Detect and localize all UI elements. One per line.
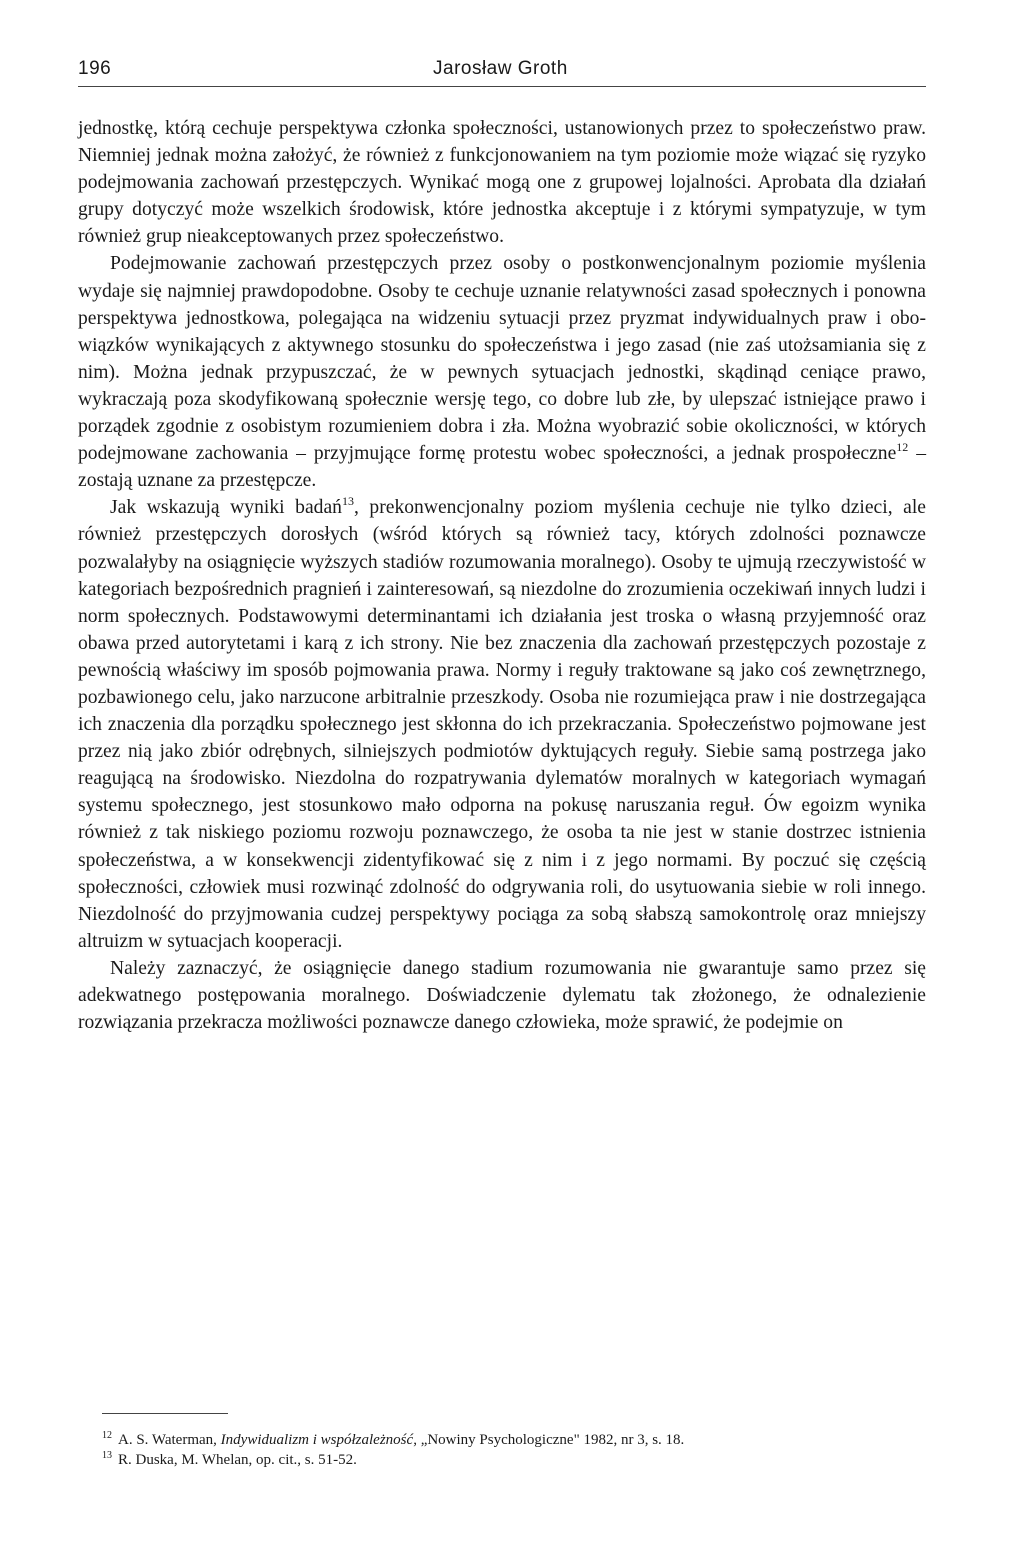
footnote-text: R. Duska, M. Whelan, op. cit., s. 51-52. — [118, 1452, 357, 1468]
paragraph-3-text-end: , prekonwencjonalny poziom myślenia cechuje nie tylko dzieci, ale również przestępczych dorosłych (wśród których są również tacy, których zdolności poznawcze pozwalałyby na osiągnięcie wyższych stadiów rozumowania moralnego). Osoby te ujmują rzeczywistość w kategoriach bezpośrednich pragnień i zainteresowań, są niezdolne do zrozumienia oczekiwań innych ludzi i norm społecznych. Podstawowymi determinantami ich działania jest troska o własną przyjemność oraz obawa przed autorytetami i karą z ich strony. Nie bez znaczenia dla zachowań przestępczych pozostaje z pewnością właściwy im sposób pojmowania prawa. Normy i reguły traktowane są jako coś zewnętrznego, pozbawionego celu, jako narzucone arbitralnie przeszkody. Osoba nie rozumiejąca praw i nie dostrzegająca ich znaczenia dla porządku społecznego jest skłonna do ich przekraczania. Społeczeństwo pojmowane jest przez nią jako zbiór odrębnych, silniejszych podmiotów dyktujących reguły. Siebie samą postrzega jako reagującą na środowisko. Niezdolna do rozpatrywania dylematów moralnych w kategoriach wymagań systemu społecznego, jest stosunkowo mało odporna na pokusę naruszania reguł. Ów egoizm wynika również z tak niskiego poziomu rozwoju poznawczego, że osoba ta nie jest w stanie dostrzec istnienia społeczeństwa, a w konsekwencji zidentyfikować się z nim i z jego normami. By poczuć się częścią społeczności, człowiek musi rozwinąć zdolność do odgrywania roli, do usytuowania siebie w roli innego. Niezdolność do przyjmowania cudzej perspektywy pociąga za sobą słabszą samokontrolę oraz mniejszy altruizm w sytuacjach kooperacji. — [78, 497, 926, 952]
paragraph-4: Należy zaznaczyć, że osiągnięcie danego stadium rozumowania nie gwarantuje samo przez się adekwatnego postępowania moralnego. Doświadczenie dylematu tak złożonego, że odnalezienie rozwiązania przekracza możliwości poznawcze danego człowieka, może sprawić, że podejmie on — [78, 957, 926, 1034]
footnote-ref-12[interactable]: 12 — [896, 440, 909, 455]
footnote-divider — [102, 1413, 228, 1414]
paragraph-2-text: Podejmowanie zachowań przestępczych przez osoby o postkonwencjonalnym poziomie myślenia wydaje się najmniej prawdopodobne. Osoby te cechuje uznanie relatywności zasad społecznych i ponowna perspektywa jednostkowa, polegająca na widzeniu sytuacji przez pryzmat indywidualnych praw i obowiązków wynikających z aktywnego stosunku do społeczeństwa i jego zasad (nie zaś utożsamiania się z nim). Można jednak przypuszczać, że w pewnych sytuacjach jednostki, skądinąd ceniące prawo, wykraczają poza skodyfikowaną społecznie wersję tego, co dobre lub złe, by ulepszać istniejące prawo i porządek zgodnie z osobistym rozumieniem dobra i zła. Można wyobrazić sobie okoliczności, w których podejmowane zachowania – przyjmujące formę protestu wobec społeczności, a jednak prospołeczne — [78, 253, 926, 465]
footnote-12 — [102, 1430, 926, 1450]
footnote-source: , „Nowiny Psychologiczne" 1982, nr 3, s. 18. — [413, 1432, 685, 1448]
paragraph-2-text-end: – zostają uznane za przestępcze. — [78, 443, 926, 492]
footnote-title: Indywidualizm i współzależność — [220, 1432, 414, 1448]
footnotes — [102, 1430, 926, 1470]
paragraph-3 — [78, 494, 926, 955]
running-head: Jarosław Groth — [433, 58, 568, 79]
footnote-number: 12 — [102, 1430, 112, 1441]
footnote-author: A. S. Waterman, — [118, 1432, 221, 1448]
footnote-13 — [102, 1450, 926, 1470]
page-number: 196 — [78, 58, 112, 79]
footnote-ref-13[interactable]: 13 — [341, 494, 354, 509]
page-header — [78, 56, 926, 87]
footnote-number: 13 — [102, 1450, 112, 1461]
paragraph-3-text: Jak wskazują wyniki badań — [110, 497, 342, 519]
body-text — [78, 115, 926, 1036]
paragraph-1: jednostkę, którą cechuje perspektywa członka społeczności, ustanowionych przez to społeczeństwo praw. Niemniej jednak można założyć, że również z funkcjonowaniem na tym poziomie może wiązać się ryzyko podejmowania zachowań przestępczych. Wynikać mogą one z grupowej lojalności. Aprobata dla działań grupy dotyczyć może wszelkich środowisk, które jednostka akceptuje i z którymi sympatyzuje, w tym również grup nieakceptowanych przez społeczeństwo. — [78, 118, 926, 248]
paragraph-2 — [78, 250, 926, 494]
